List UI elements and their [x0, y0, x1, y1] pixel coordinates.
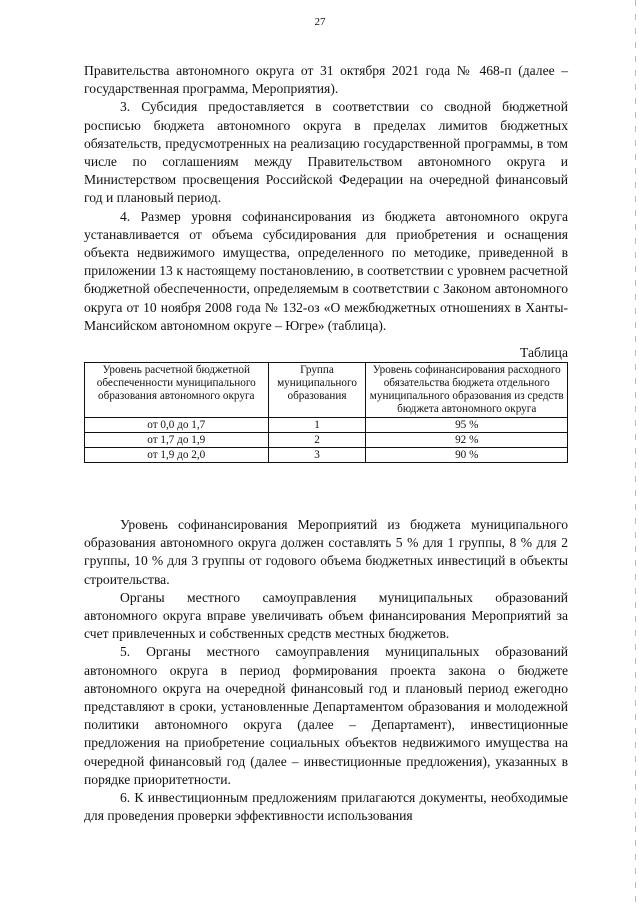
- cofinancing-table: [84, 362, 568, 463]
- page-number: 27: [314, 16, 326, 28]
- table-row: [85, 433, 568, 448]
- cell-group: 3: [268, 448, 366, 463]
- cell-budget-level: от 1,9 до 2,0: [85, 448, 269, 463]
- paragraph-5: 5. Органы местного самоуправления муниципальных образований автономного округа в период формирования проекта закона о бюджете автономного округа на очередной финансовый год и плановый период ежегодно представляют в сроки, установленные Департаментом образования и молодежной политики автономного округа (далее – Департамент), инвестиционные предложения на приобретение социальных объектов недвижимого имущества на очередной финансовый год (далее – инвестиционные предложения), указанных в порядке приоритетности.: [84, 644, 568, 787]
- cell-budget-level: от 0,0 до 1,7: [85, 418, 269, 433]
- cell-cofinancing: 90 %: [366, 448, 568, 463]
- paragraph-local-authorities: Органы местного самоуправления муниципальных образований автономного округа вправе увеличивать объем финансирования Мероприятий за счет привлеченных и собственных средств местных бюджетов.: [84, 589, 568, 642]
- cell-budget-level: от 1,7 до 1,9: [85, 433, 269, 448]
- paragraph-6: 6. К инвестиционным предложениям прилагаются документы, необходимые для проведения проверки эффективности использования: [84, 790, 568, 824]
- header-cofinancing-level: Уровень софинансирования расходного обязательства бюджета отдельного муниципального образования из средств бюджета автономного округа: [366, 363, 568, 418]
- paragraph-3: 3. Субсидия предоставляется в соответствии со сводной бюджетной росписью бюджета автономного округа в пределах лимитов бюджетных обязательств, предусмотренных на реализацию государственной программы, в том числе по соглашениям между Правительством автономного округа и Министерством просвещения Российской Федерации на очередной финансовый год и плановый период.: [84, 99, 568, 206]
- header-budget-level: Уровень расчетной бюджетной обеспеченности муниципального образования автономного округа: [85, 363, 269, 418]
- cell-cofinancing: 92 %: [366, 433, 568, 448]
- cell-cofinancing: 95 %: [366, 418, 568, 433]
- table-row: [85, 448, 568, 463]
- table-header-row: [85, 363, 568, 418]
- cell-group: 1: [268, 418, 366, 433]
- table-row: [85, 418, 568, 433]
- table-caption: Таблица: [520, 345, 568, 360]
- text-block-top: [84, 62, 568, 335]
- paragraph-continuation: Правительства автономного округа от 31 октября 2021 года № 468-п (далее – государственная программа, Мероприятия).: [84, 63, 568, 97]
- cell-group: 2: [268, 433, 366, 448]
- header-group: Группа муниципального образования: [268, 363, 366, 418]
- paragraph-cofinancing-level: Уровень софинансирования Мероприятий из бюджета муниципального образования автономного округа должен составлять 5 % для 1 группы, 8 % для 2 группы, 10 % для 3 группы от годового объема бюджетных инвестиций в объекты строительства.: [84, 517, 568, 587]
- text-block-bottom: [84, 516, 568, 825]
- scan-edge-line: [635, 0, 636, 905]
- paragraph-4: 4. Размер уровня софинансирования из бюджета автономного округа устанавливается от объема субсидирования для приобретения и оснащения объекта недвижимого имущества, определенного по методике, приведенной в приложении 13 к настоящему постановлению, в соответствии с уровнем расчетной бюджетной обеспеченности, определяемым в соответствии с Законом автономного округа от 10 ноября 2008 года № 132-оз «О межбюджетных отношениях в Ханты-Мансийском автономном округе – Югре» (таблица).: [84, 208, 568, 333]
